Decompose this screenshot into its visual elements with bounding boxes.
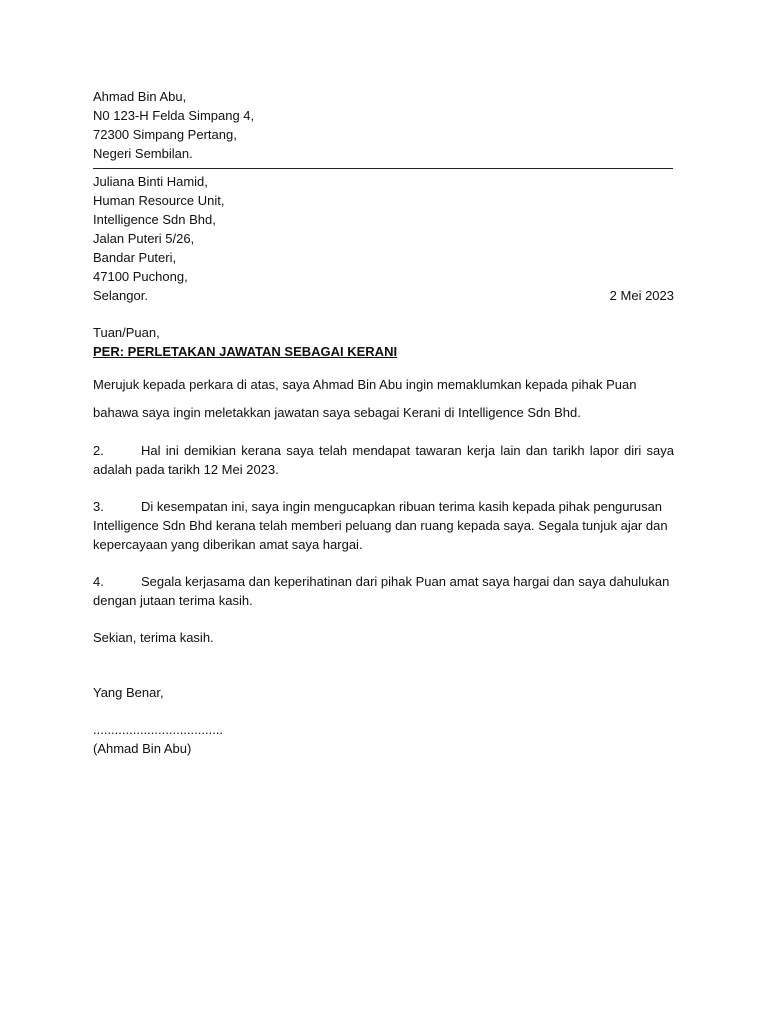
closing-line: Sekian, terima kasih.: [93, 630, 214, 645]
paragraph-text: Hal ini demikian kerana saya telah mendapat tawaran kerja lain dan tarikh lapor diri saya adalah pada tarikh 12 Mei 2023.: [93, 443, 674, 477]
header-divider: [93, 168, 673, 169]
recipient-line: Intelligence Sdn Bhd,: [93, 212, 216, 227]
sender-address-line: Negeri Sembilan.: [93, 146, 193, 161]
letter-date: 2 Mei 2023: [609, 288, 674, 303]
paragraph-number: 3.: [93, 499, 104, 514]
paragraph-number: 2.: [93, 443, 104, 458]
sender-name: Ahmad Bin Abu,: [93, 89, 187, 104]
paragraph-3: [93, 497, 674, 554]
paragraph-text: Segala kerjasama dan keperihatinan dari pihak Puan amat saya hargai dan saya dahulukan dengan jutaan terima kasih.: [93, 574, 670, 608]
recipient-line: Bandar Puteri,: [93, 250, 177, 265]
recipient-last-row: [93, 286, 674, 305]
recipient-line: Human Resource Unit,: [93, 193, 225, 208]
signature-line: ....................................: [93, 722, 224, 737]
paragraph-2: [93, 441, 674, 479]
paragraph-number: 4.: [93, 574, 104, 589]
sender-address-line: N0 123-H Felda Simpang 4,: [93, 108, 255, 123]
intro-line: Merujuk kepada perkara di atas, saya Ahmad Bin Abu ingin memaklumkan kepada pihak Puan: [93, 377, 637, 392]
intro-line: bahawa saya ingin meletakkan jawatan saya sebagai Kerani di Intelligence Sdn Bhd.: [93, 405, 581, 420]
subject-line: PER: PERLETAKAN JAWATAN SEBAGAI KERANI: [93, 344, 398, 359]
recipient-line: Jalan Puteri 5/26,: [93, 231, 195, 246]
signoff: Yang Benar,: [93, 685, 164, 700]
paragraph-text: Di kesempatan ini, saya ingin mengucapkan ribuan terima kasih kepada pihak pengurusan Intelligence Sdn Bhd kerana telah memberi peluang dan ruang kepada saya. Segala tunjuk ajar dan kepercayaan yang diberikan amat saya hargai.: [93, 499, 668, 552]
letter-body: [93, 87, 674, 758]
sender-address-line: 72300 Simpang Pertang,: [93, 127, 237, 142]
paragraph-4: [93, 572, 674, 610]
signature-name: (Ahmad Bin Abu): [93, 741, 192, 756]
recipient-line: Juliana Binti Hamid,: [93, 174, 208, 189]
sender-block: [93, 87, 674, 163]
recipient-line: Selangor.: [93, 288, 148, 303]
recipient-block: [93, 172, 674, 305]
recipient-line: 47100 Puchong,: [93, 269, 188, 284]
salutation: Tuan/Puan,: [93, 325, 160, 340]
